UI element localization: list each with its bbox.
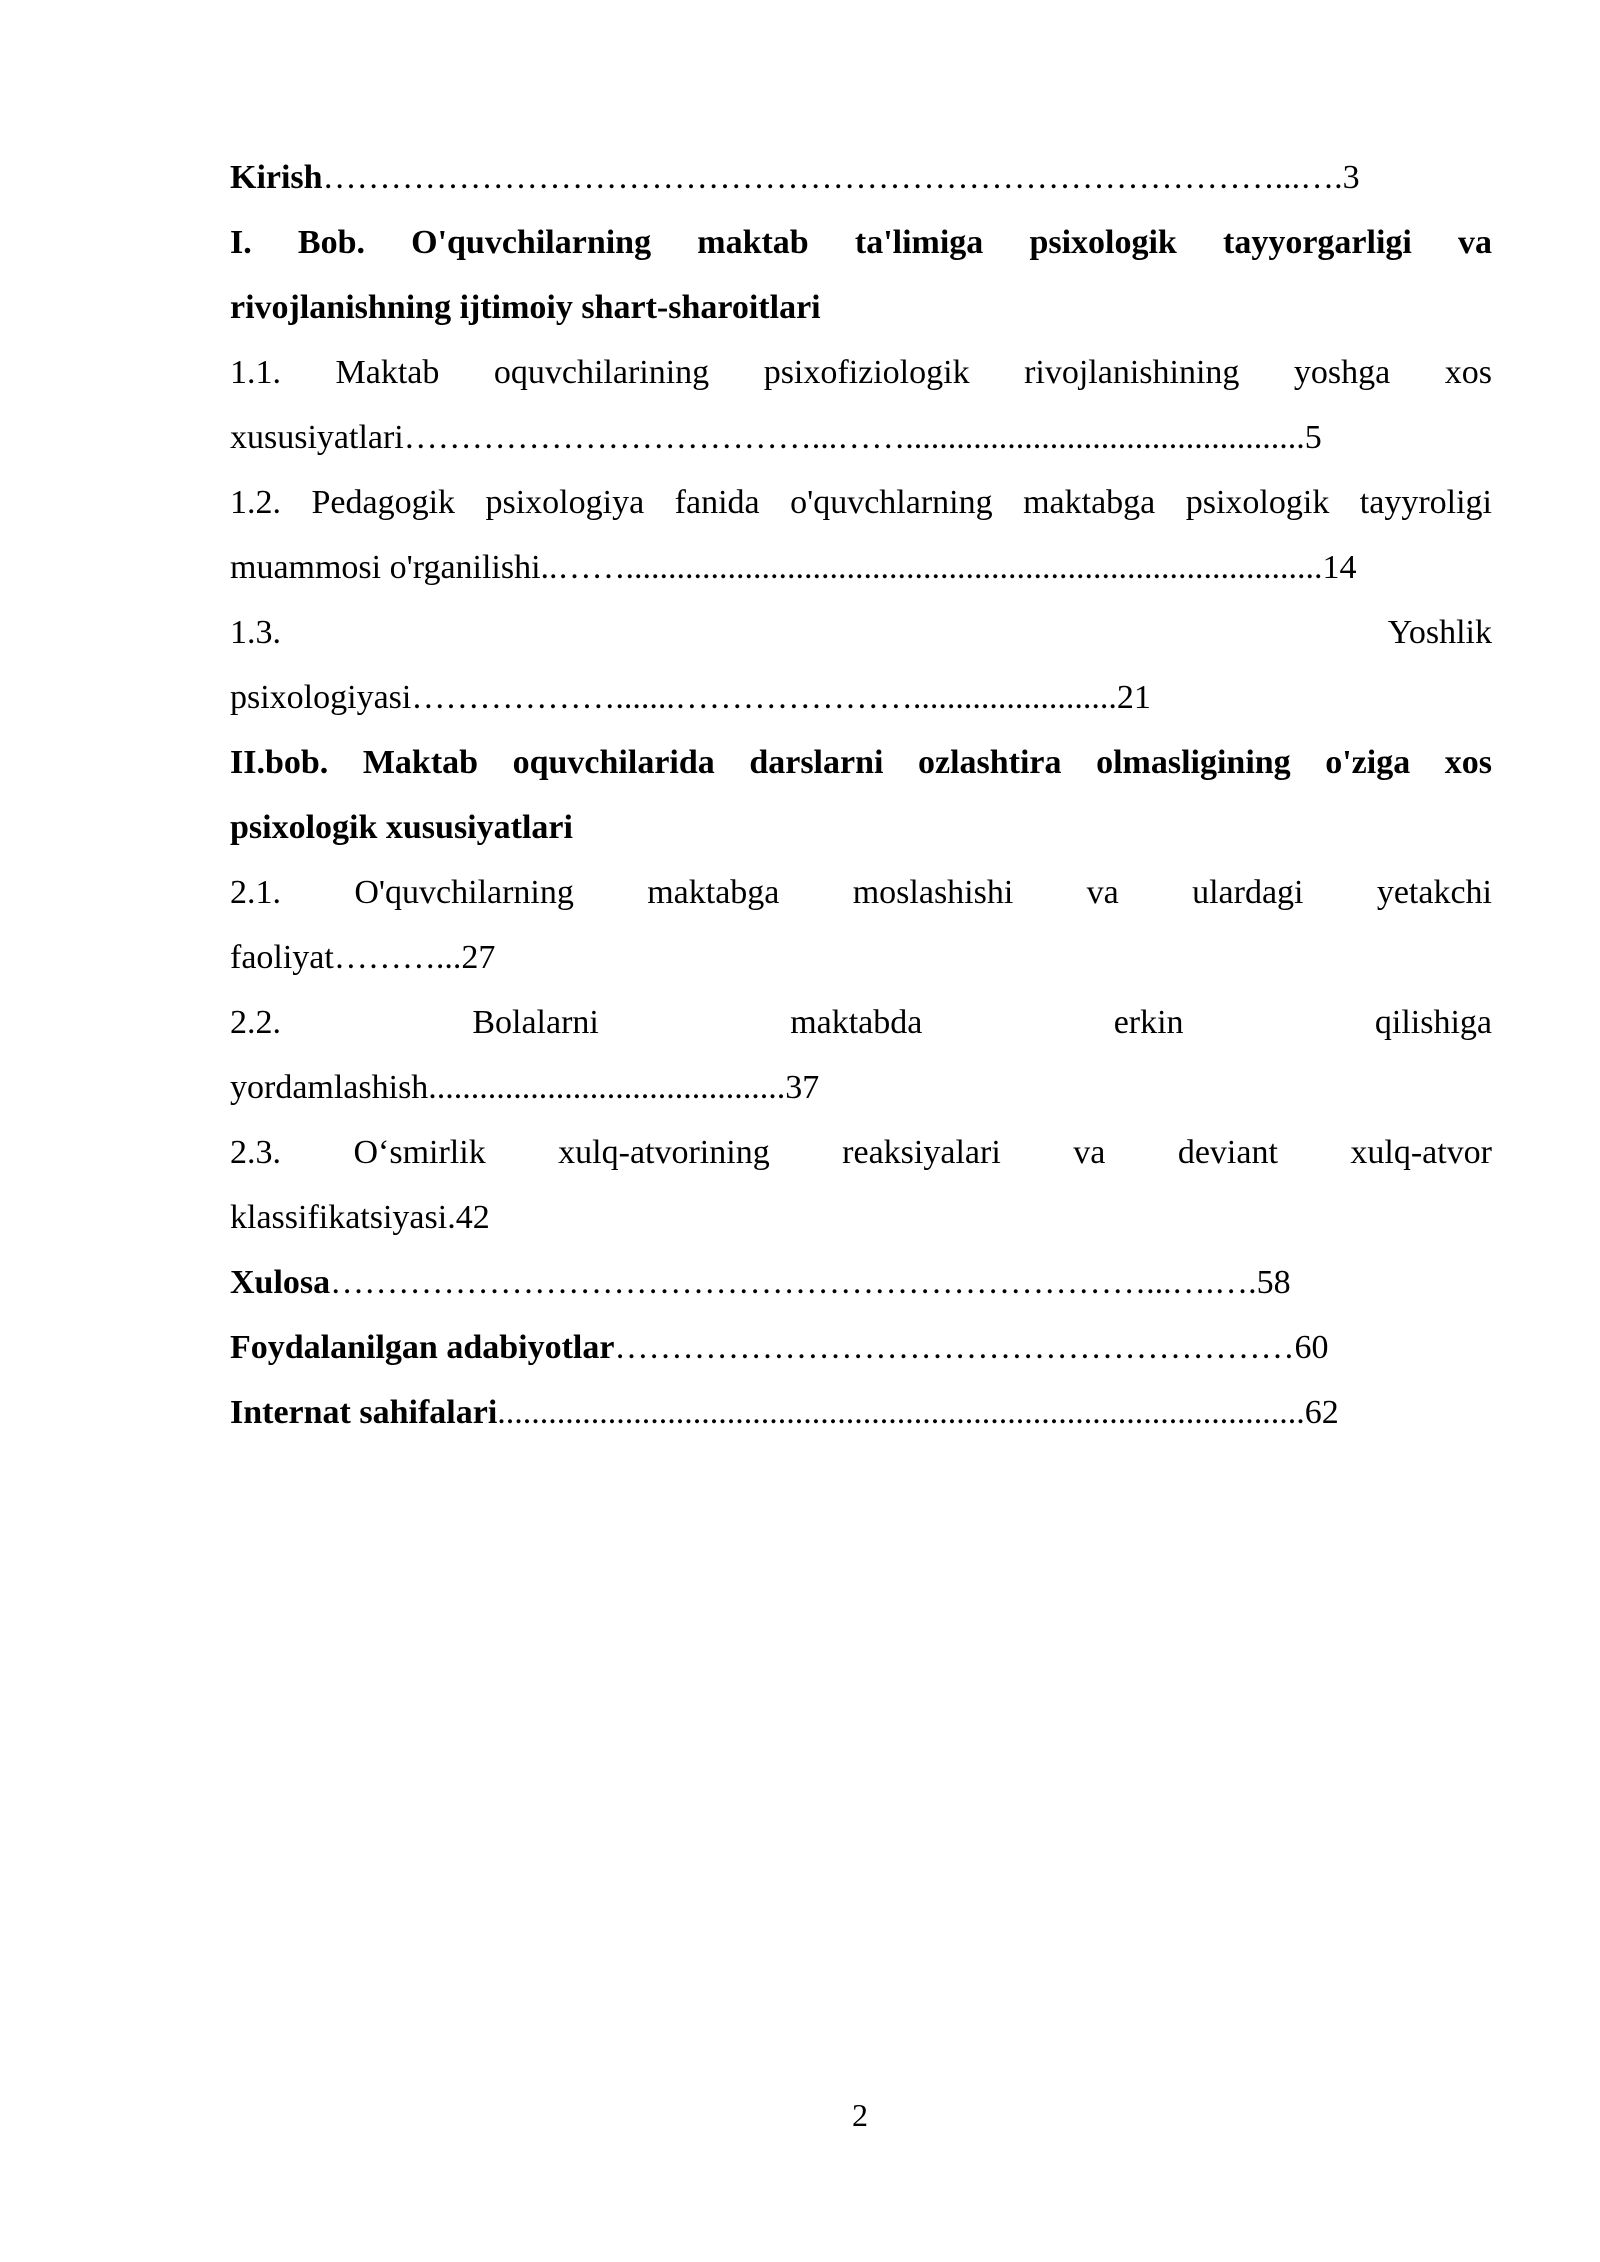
- toc-entry-leader: ………………………………………………………………...….….58: [330, 1264, 1291, 1301]
- toc-entry-adabiyotlar: [230, 1315, 1492, 1380]
- table-of-contents: [230, 145, 1492, 1445]
- toc-entry-leader: ...............................................................................................62: [497, 1394, 1339, 1431]
- toc-entry-title: Foydalanilgan adabiyotlar: [230, 1329, 615, 1366]
- toc-section-title: Yoshlik: [1387, 614, 1492, 651]
- toc-chapter-2-line-1: II.bob. Maktab oquvchilarida darslarni ozlashtira olmasligining o'ziga xos: [230, 744, 1492, 781]
- toc-chapter-1-line-1: I. Bob. O'quvchilarning maktab ta'limiga psixologik tayyorgarligi va: [230, 224, 1492, 261]
- toc-entry-internat: [230, 1380, 1492, 1445]
- toc-entry-title: Internat sahifalari: [230, 1394, 498, 1431]
- page-number: 2: [852, 2097, 868, 2133]
- toc-entry-title: Xulosa: [230, 1264, 331, 1301]
- toc-section-1-3-line-1: [230, 600, 1492, 665]
- toc-section-1-1-line-2: xususiyatlari………………………………...……...............................................5: [230, 419, 1322, 456]
- toc-section-1-2-line-2: muammosi o'rganilishi..……..................................................................................14: [230, 549, 1357, 586]
- toc-section-2-3-line-2: klassifikatsiyasi.42: [230, 1199, 490, 1236]
- toc-section-number: 1.3.: [230, 614, 281, 651]
- toc-section-1-3-line-2: psixologiyasi……………….......…………………........................21: [230, 679, 1151, 716]
- toc-entry-xulosa: [230, 1250, 1492, 1315]
- toc-section-2-2-line-2: yordamlashish..........................................37: [230, 1069, 820, 1106]
- toc-section-1-1-line-1: 1.1. Maktab oquvchilarining psixofiziologik rivojlanishining yoshga xos: [230, 354, 1492, 391]
- toc-entry-leader: …………………………………………………………………………...….3: [322, 159, 1360, 196]
- toc-section-2-1-line-2: faoliyat………...27: [230, 939, 496, 976]
- toc-entry-kirish: [230, 145, 1492, 210]
- toc-section-1-2-line-1: 1.2. Pedagogik psixologiya fanida o'quvchlarning maktabga psixologik tayyroligi: [230, 484, 1492, 521]
- toc-section-2-3-line-1: 2.3. O‘smirlik xulq-atvorining reaksiyalari va deviant xulq-atvor: [230, 1134, 1492, 1171]
- toc-chapter-2-line-2: psixologik xususiyatlari: [230, 809, 573, 846]
- toc-entry-leader: ……………………………………………………60: [614, 1329, 1329, 1366]
- toc-entry-title: Kirish: [230, 159, 323, 196]
- toc-section-2-2-line-1: 2.2. Bolalarni maktabda erkin qilishiga: [230, 1004, 1492, 1041]
- toc-chapter-1-line-2: rivojlanishning ijtimoiy shart-sharoitlari: [230, 289, 821, 326]
- toc-section-2-1-line-1: 2.1. O'quvchilarning maktabga moslashishi va ulardagi yetakchi: [230, 874, 1492, 911]
